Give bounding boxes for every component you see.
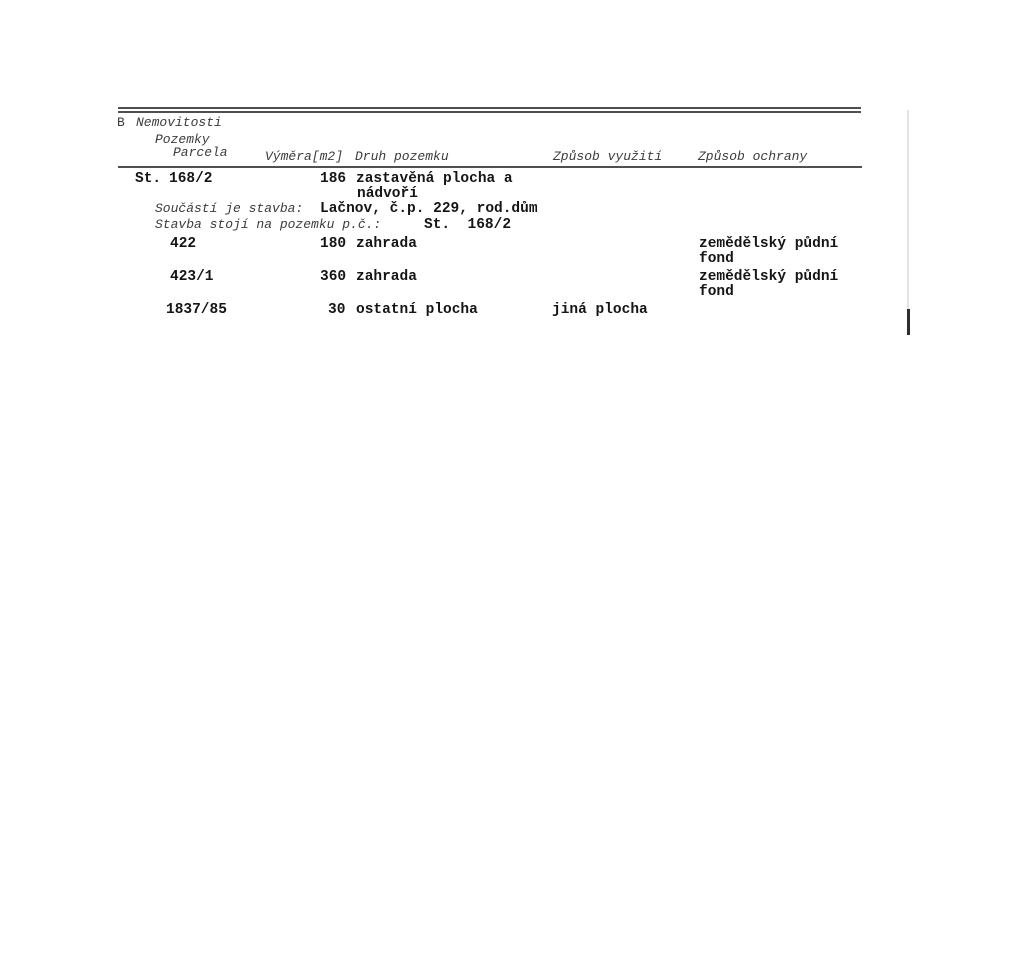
parcel-number: 422: [170, 236, 197, 252]
subsection-title: Pozemky: [155, 132, 210, 147]
parcel-area: 180: [320, 236, 347, 252]
land-type-line2: nádvoří: [357, 186, 418, 202]
protection-line1: zemědělský půdní: [699, 236, 839, 252]
col-header-vyuziti: Způsob využití: [553, 149, 663, 164]
section-letter: B: [117, 115, 125, 130]
protection-line1: zemědělský půdní: [699, 269, 839, 285]
protection-line2: fond: [699, 251, 734, 267]
section-title: Nemovitosti: [136, 115, 222, 130]
parcel-number: 168/2: [169, 171, 213, 187]
usage-value: jiná plocha: [552, 302, 648, 318]
land-type-line1: zahrada: [356, 236, 417, 252]
col-header-vymera: Výměra[m2]: [265, 149, 344, 164]
col-header-parcela: Parcela: [173, 145, 228, 160]
parcel-number: 1837/85: [166, 302, 227, 318]
note-building-label: Součástí je stavba:: [155, 201, 304, 216]
parcel-area: 30: [328, 302, 346, 318]
parcel-prefix: St.: [135, 171, 162, 187]
parcel-area: 186: [320, 171, 347, 187]
header-underline: [118, 166, 862, 168]
note-stands-on-label: Stavba stojí na pozemku p.č.:: [155, 217, 382, 232]
top-double-rule-lower: [118, 111, 861, 113]
land-type-line1: zastavěná plocha a: [356, 171, 513, 187]
page-edge-line: [907, 110, 909, 309]
col-header-ochrana: Způsob ochrany: [698, 149, 808, 164]
top-double-rule-upper: [118, 107, 861, 109]
parcel-number: 423/1: [170, 269, 214, 285]
note-building-value: Lačnov, č.p. 229, rod.dům: [320, 201, 538, 217]
land-type-line1: zahrada: [356, 269, 417, 285]
text-caret: [907, 309, 910, 335]
parcel-area: 360: [320, 269, 347, 285]
note-stands-on-value: St. 168/2: [424, 217, 512, 233]
col-header-druh: Druh pozemku: [355, 149, 449, 164]
protection-line2: fond: [699, 284, 734, 300]
land-type-line1: ostatní plocha: [356, 302, 478, 318]
